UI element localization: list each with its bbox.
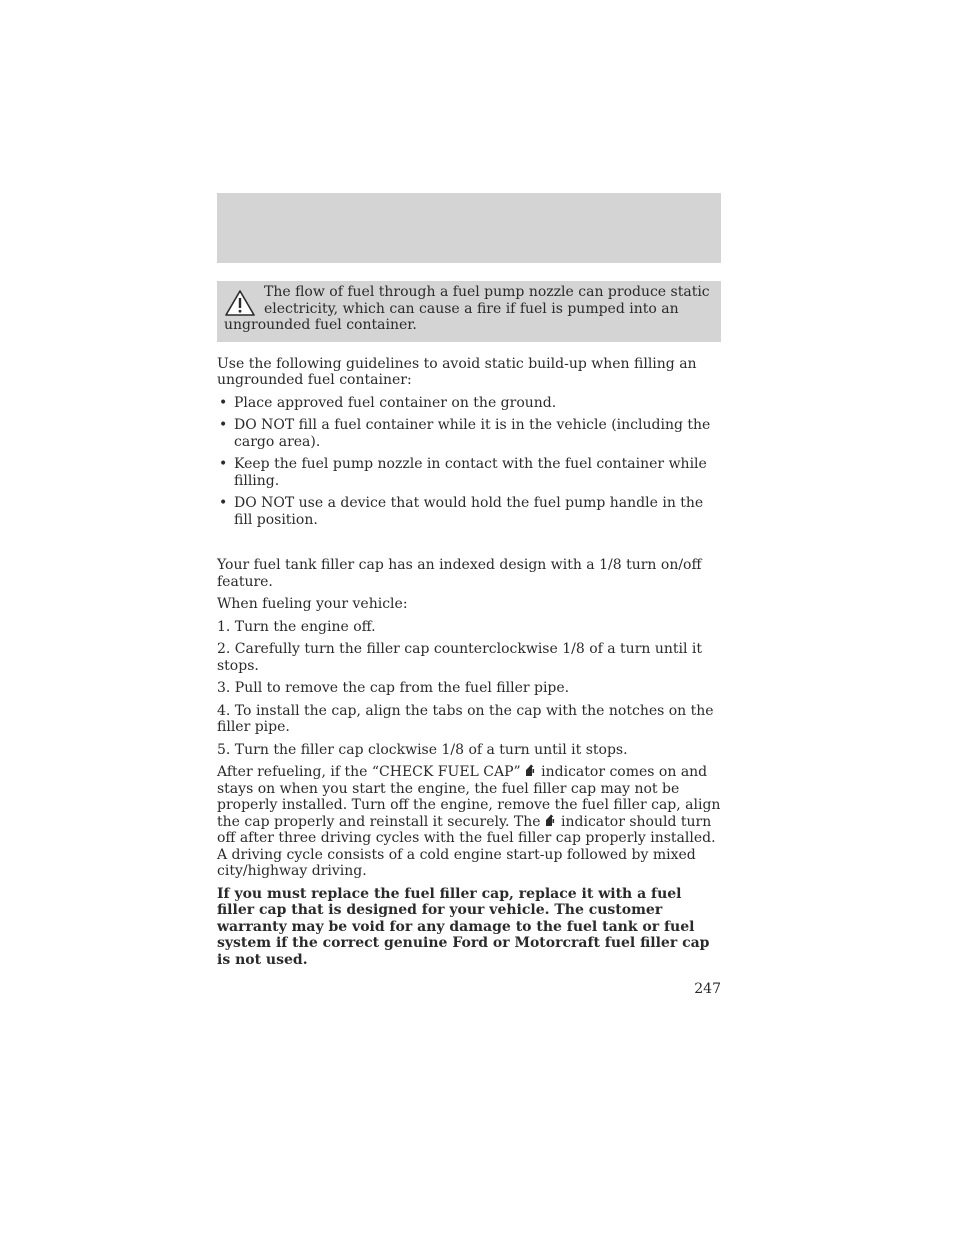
list-item — [217, 417, 721, 450]
section-header-band — [217, 193, 721, 263]
step-item: 5. Turn the filler cap clockwise 1/8 of a turn until it stops. — [217, 741, 628, 758]
fuel-cap-indicator-icon — [543, 814, 555, 827]
bullet-glyph: • — [219, 495, 228, 511]
when-fueling-text: When fueling your vehicle: — [217, 596, 408, 612]
warning-text: The flow of fuel through a fuel pump nozzle can produce static electricity, which can cause a fire if fuel is pumped into an ungrounded fuel container. — [224, 284, 710, 333]
warning-box — [217, 281, 721, 342]
static-guidelines-list — [217, 395, 721, 529]
step-item: 2. Carefully turn the filler cap counterclockwise 1/8 of a turn until it stops. — [217, 641, 703, 674]
step-item: 1. Turn the engine off. — [217, 618, 376, 635]
warning-triangle-icon — [224, 289, 256, 317]
step-item: 4. To install the cap, align the tabs on the cap with the notches on the filler pipe. — [217, 702, 714, 735]
after-refuel-text-2: indicator comes on and stays on when you start the engine, the fuel filler cap may not be properly installed. Turn off the engine, remove the fuel filler cap, align the cap properly and reinstall it securely. The — [217, 764, 721, 830]
list-item — [217, 395, 721, 412]
bullet-glyph: • — [219, 417, 228, 433]
fuel-cap-indicator-icon — [523, 764, 535, 777]
list-item-text: DO NOT fill a fuel container while it is in the vehicle (including the cargo area). — [234, 417, 711, 450]
replacement-cap-note: If you must replace the fuel filler cap, replace it with a fuel filler cap that is designed for your vehicle. The customer warranty may be void for any damage to the fuel tank or fuel system if the correct genuine Ford or Motorcraft fuel filler cap is not used. — [217, 885, 710, 968]
list-item — [217, 495, 721, 528]
page-number: 247 — [694, 981, 721, 997]
bullet-glyph: • — [219, 456, 228, 472]
filler-cap-intro: Your fuel tank filler cap has an indexed design with a 1/8 turn on/off feature. — [217, 557, 702, 590]
after-refuel-text-3: indicator should turn off after three driving cycles with the fuel filler cap properly installed. A driving cycle consists of a cold engine start-up followed by mixed city/highway driving. — [217, 813, 716, 879]
bullet-glyph: • — [219, 394, 228, 411]
manual-page — [217, 193, 721, 997]
static-intro: Use the following guidelines to avoid static build-up when filling an ungrounded fuel container: — [217, 355, 697, 388]
list-item — [217, 456, 721, 489]
step-item: 3. Pull to remove the cap from the fuel filler pipe. — [217, 680, 570, 696]
list-item-text: Place approved fuel container on the ground. — [234, 394, 557, 411]
list-item-text: Keep the fuel pump nozzle in contact with the fuel container while filling. — [234, 456, 707, 489]
after-refuel-paragraph — [217, 764, 721, 880]
list-item-text: DO NOT use a device that would hold the fuel pump handle in the fill position. — [234, 495, 704, 528]
after-refuel-text-1: After refueling, if the “CHECK FUEL CAP” — [217, 764, 521, 780]
